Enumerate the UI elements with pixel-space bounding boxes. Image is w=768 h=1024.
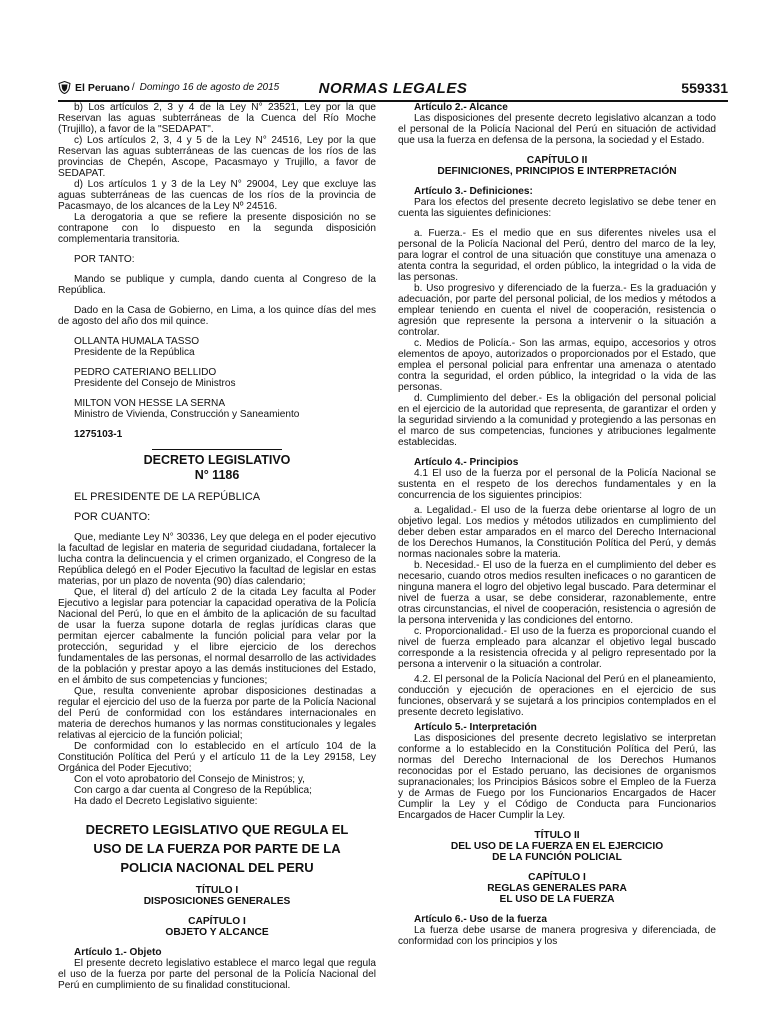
signatory-role: Presidente del Consejo de Ministros [74,378,236,389]
title-heading-sub: DISPOSICIONES GENERALES [143,896,291,907]
paragraph: Las disposiciones del presente decreto legislativo se interpretan conforme a lo establecido en la Constitución Política del Perú, las normas del Derecho Internacional de los Derechos Humanos reconocidas por el Estado peruano, las decisiones de organismos supranacionales; los Principios Básicos sobre el Empleo de la Fuerza y de Armas de Fuego por los Funcionarios Encargados de Hacer Cumplir la Ley y el Código de Conducta para Funcionarios Encargados de Hacer Cumplir la Ley. [398,733,716,821]
article-heading: Artículo 4.- Principios [414,457,519,468]
decree-number: N° 1186 [194,468,240,482]
page-header [58,80,728,102]
chapter-heading: CAPÍTULO I [528,872,586,883]
signatory-name: OLLANTA HUMALA TASSO [74,336,200,347]
publication-date: Domingo 16 de agosto de 2015 [139,82,280,93]
paragraph: Con el voto aprobatorio del Consejo de Ministros; y, [74,774,305,785]
masthead [58,81,279,94]
coat-of-arms-icon [58,81,71,94]
paragraph: La derogatoria a que se refiere la presente disposición no se contrapone con lo dispuesto en la segunda disposición complementaria transitoria. [58,212,376,245]
definition: b. Uso progresivo y diferenciado de la fuerza.- Es la graduación y adecuación, por parte del personal policial, de los medios y métodos a emplear teniendo en cuenta el nivel de cooperación, resistencia o agresión que represente la persona a intervenir o la situación a controlar. [398,283,716,338]
law-title-line: DECRETO LEGISLATIVO QUE REGULA EL [85,822,349,837]
law-title-line: USO DE LA FUERZA POR PARTE DE LA [93,841,341,856]
principle: a. Legalidad.- El uso de la fuerza debe orientarse al logro de un objetivo legal. Los medios y métodos utilizados en cumplimiento del deber deben estar amparados en el marco del Derecho Internacional de los Derechos Humanos, la Constitución Política del Perú, y demás normas nacionales sobre la materia. [398,505,716,560]
paragraph: 4.2. El personal de la Policía Nacional del Perú en el planeamiento, conducción y ejecución de operaciones en el ejercicio de sus funciones, observará y se sujetará a los principios contemplados en el presente decreto legislativo. [398,674,716,718]
paragraph: c) Los artículos 2, 3, 4 y 5 de la Ley N° 24516, Ley por la que Reservan las aguas subterráneas de las cuencas de los ríos de las provincias de Chepén, Ascope, Pacasmayo y Trujillo, a favor de SEDAPAT. [58,135,376,179]
paragraph: Ha dado el Decreto Legislativo siguiente: [74,796,258,807]
por-tanto: POR TANTO: [74,254,135,265]
paragraph: La fuerza debe usarse de manera progresiva y diferenciada, de conformidad con los principios y los [398,925,716,947]
law-title-line: POLICIA NACIONAL DEL PERU [120,860,314,875]
chapter-heading-sub: REGLAS GENERALES PARA [487,883,627,894]
paragraph: Dado en la Casa de Gobierno, en Lima, a los quince días del mes de agosto del año dos mil quince. [58,305,376,327]
paragraph: b) Los artículos 2, 3 y 4 de la Ley N° 23521, Ley por la que Reservan las aguas subterráneas de la Cuenca del Río Moche (Trujillo), a favor de la "SEDAPAT". [58,102,376,135]
definition: a. Fuerza.- Es el medio que en sus diferentes niveles usa el personal de la Policía Nacional del Perú, dentro del marco de la ley, para lograr el control de una situación que constituye una amenaza o atenta contra la seguridad, el orden público, la integridad o la vida de las personas. [398,228,716,283]
principle: c. Proporcionalidad.- El uso de la fuerza es proporcional cuando el nivel de fuerza empleado para alcanzar el objetivo legal buscado corresponde a la resistencia ofrecida y al peligro representado por la persona a intervenir o la situación a controlar. [398,626,716,670]
paragraph: Las disposiciones del presente decreto legislativo alcanzan a todo el personal de la Policía Nacional del Perú en situación de actividad que usa la fuerza en defensa de la persona, la sociedad y el Estado. [398,113,716,146]
chapter-heading-sub: DEFINICIONES, PRINCIPIOS E INTERPRETACIÓN [437,166,677,177]
left-column [58,102,376,1002]
paragraph: Que, el literal d) del artículo 2 de la citada Ley faculta al Poder Ejecutivo a legislar para potenciar la capacidad operativa de la Policía Nacional del Perú, lo que en el ámbito de la aplicación de su facultad de usar la fuerza supone dotarla de reglas jurídicas claras que permitan ejercer cabalmente la función policial para velar por la protección, seguridad y el libre ejercicio de los derechos fundamentales de las personas, el normal desarrollo de las actividades de la población y prestar apoyo a las demás instituciones del Estado, en el ámbito de sus competencias y funciones; [58,587,376,686]
paragraph: Con cargo a dar cuenta al Congreso de la República; [74,785,312,796]
decree-title: DECRETO LEGISLATIVO [143,453,291,467]
law-title [58,820,376,877]
paragraph: 4.1 El uso de la fuerza por el personal de la Policía Nacional se sustenta en el respeto de los derechos fundamentales y en la concurrencia de los siguientes principios: [398,468,716,501]
title-heading-sub: DE LA FUNCIÓN POLICIAL [492,852,622,863]
signatory-role: Presidente de la República [74,347,195,358]
title-heading-sub: DEL USO DE LA FUERZA EN EL EJERCICIO [450,841,664,852]
definition: c. Medios de Policía.- Son las armas, equipo, accesorios y otros elementos de apoyo, autorizados o proporcionados por el Estado, que emplea el personal policial para enfrentar una amenaza o atentado contra la seguridad, el orden público, la integridad o la vida de las personas. [398,338,716,393]
right-column [398,102,716,1002]
article-heading: Artículo 5.- Interpretación [414,722,537,733]
title-heading: TÍTULO II [534,830,580,841]
divider [152,449,282,450]
paragraph: El presente decreto legislativo establece el marco legal que regula el uso de la fuerza por parte del personal de la Policía Nacional del Perú en cumplimiento de su finalidad constitucional. [58,958,376,991]
newspaper-name: El Peruano [75,81,130,94]
article-heading: Artículo 2.- Alcance [414,102,508,113]
paragraph: Para los efectos del presente decreto legislativo se debe tener en cuenta las siguientes definiciones: [398,197,716,219]
por-cuanto: POR CUANTO: [74,511,151,523]
header-separator: / [131,82,135,93]
paragraph: De conformidad con lo establecido en el artículo 104 de la Constitución Política del Perú y el artículo 11 de la Ley 29158, Ley Orgánica del Poder Ejecutivo; [58,741,376,774]
article-heading: Artículo 6.- Uso de la fuerza [414,914,547,925]
paragraph: Mando se publique y cumpla, dando cuenta al Congreso de la República. [58,274,376,296]
chapter-heading: CAPÍTULO II [526,155,588,166]
article-heading: Artículo 1.- Objeto [74,947,162,958]
chapter-heading: CAPÍTULO I [188,916,246,927]
chapter-heading-sub: OBJETO Y ALCANCE [165,927,269,938]
paragraph: Que, mediante Ley N° 30336, Ley que delega en el poder ejecutivo la facultad de legislar en materia de seguridad ciudadana, fortalecer la lucha contra la delincuencia y el crimen organizado, el Congreso de la República delegó en el Poder Ejecutivo la facultad de legislar en estas materias, por un plazo de noventa (90) días calendario; [58,532,376,587]
article-heading: Artículo 3.- Definiciones: [414,186,533,197]
paragraph: d) Los artículos 1 y 3 de la Ley N° 29004, Ley que excluye las aguas subterráneas de las cuencas de los ríos de la provincia de Pacasmayo, de los alcances de la Ley Nº 24516. [58,179,376,212]
page-number: 559331 [681,80,728,96]
signatory-role: Ministro de Vivienda, Construcción y Saneamiento [74,409,300,420]
signatory-name: MILTON VON HESSE LA SERNA [74,398,226,409]
chapter-heading-sub: EL USO DE LA FUERZA [499,894,615,905]
definition: d. Cumplimiento del deber.- Es la obligación del personal policial en el ejercicio de la autoridad que representa, de garantizar el orden y la seguridad sirviendo a la comunidad y protegiendo a las personas en el marco de sus competencias, funciones y atribuciones legalmente establecidas. [398,393,716,448]
principle: b. Necesidad.- El uso de la fuerza en el cumplimiento del deber es necesario, cuando otros medios resulten ineficaces o no garanticen de ninguna manera el logro del objetivo legal buscado. Para determinar el nivel de fuerza a usar, se debe considerar, razonablemente, entre otras circunstancias, el nivel de cooperación, resistencia o agresión de la persona intervenida y las condiciones del entorno. [398,560,716,626]
signatory-name: PEDRO CATERIANO BELLIDO [74,367,217,378]
paragraph: EL PRESIDENTE DE LA REPÚBLICA [74,491,261,503]
title-heading: TÍTULO I [195,885,239,896]
paragraph: Que, resulta conveniente aprobar disposiciones destinadas a regular el ejercicio del uso de la fuerza por parte de la Policía Nacional del Perú de conformidad con los estándares internacionales en materia de derechos humanos y las normas constitucionales y legales relativas al ejercicio de la función policial; [58,686,376,741]
section-title: NORMAS LEGALES [318,80,468,97]
norm-code: 1275103-1 [74,429,123,440]
